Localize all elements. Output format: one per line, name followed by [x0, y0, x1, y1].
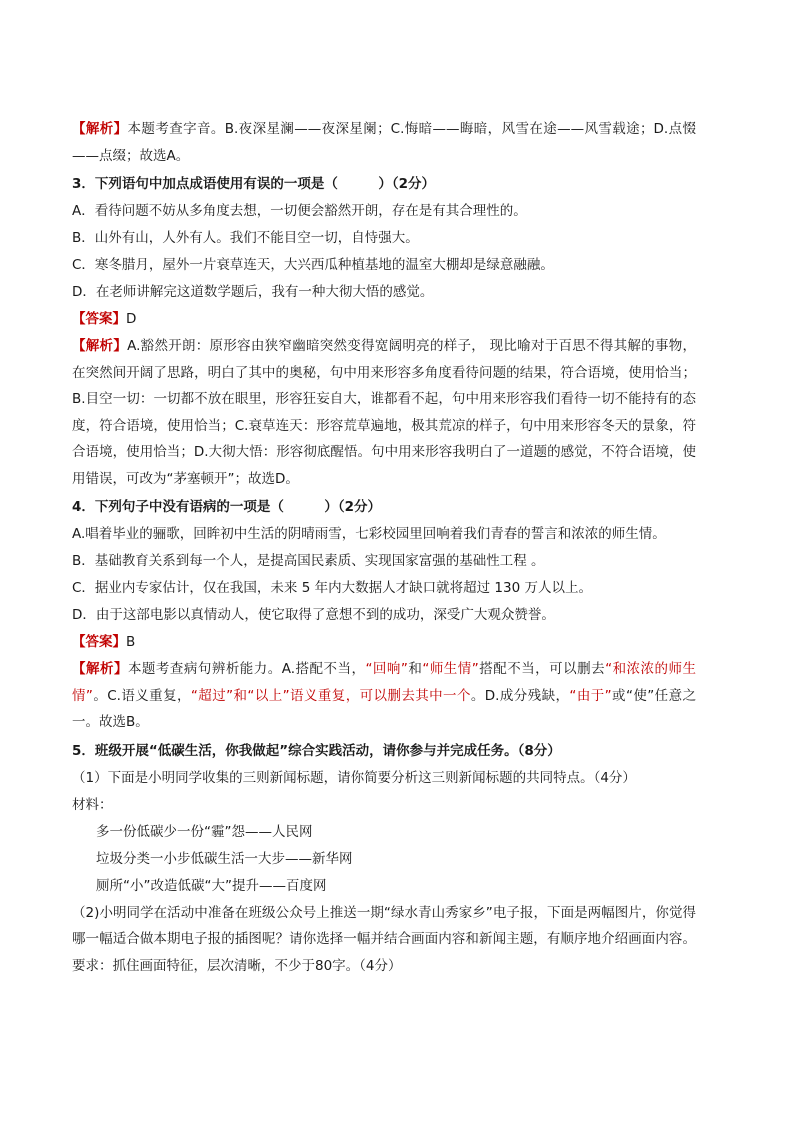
q4-analysis-part-4: 。C.语义重复， [92, 687, 191, 704]
q5-headline-1: 多一份低碳少一份“霾”怨——人民网 [96, 823, 313, 840]
answer-tag: 【答案】 [72, 311, 126, 327]
q4-analysis-part-1: 本题考查病句辨析能力。A.搭配不当， [127, 661, 366, 677]
q3-analysis-text: A.豁然开朗：原形容由狭窄幽暗突然变得宽阔明亮的样子， 现比喻对于百思不得其解的事物，在突然间开阔了思路，明白了其中的奥秘，句中用来形容多角度看待问题的结果，符合语境，使用恰当；B.目空一切：一切都不放在眼里，形容狂妄自大，谁都看不起，句中用来形容我们看待一切不能持有的态度，符合语境，使用恰当；C.衰草连天：形容荒草遍地，极其荒凉的样子，句中用来形容冬天的景象，符合语境，使用恰当；D.大彻大悟：形容彻底醒悟。句中用来形容我明白了一道题的感觉，不符合语境，使用错误，可改为“茅塞顿开”；故选D。 [72, 338, 696, 487]
q5-sub1: （1）下面是小明同学收集的三则新闻标题，请你简要分析这三则新闻标题的共同特点。（4分） [72, 769, 636, 786]
q5-material-label: 材料： [72, 796, 113, 813]
q4-analysis-highlight-3: “和浓浓的师生情” [72, 661, 696, 704]
q4-analysis-part-2: 和 [407, 661, 423, 677]
q3-analysis [72, 333, 696, 492]
q4-analysis-part-3: 搭配不当，可以删去 [478, 661, 606, 677]
q4-analysis-part-6: 或“使”任意之一。故选B。 [72, 687, 696, 730]
q3-option-c: C．寒冬腊月，屋外一片衰草连天，大兴西瓜种植基地的温室大棚却是绿意融融。 [72, 257, 554, 273]
q4-stem: 4．下列句子中没有语病的一项是（ ）（2分） [72, 499, 382, 515]
analysis-tag: 【解析】 [72, 338, 128, 354]
q5-headline-3: 厕所“小”改造低碳“大”提升——百度网 [96, 877, 327, 894]
q4-option-d: D．由于这部电影以真情动人，使它取得了意想不到的成功，深受广大观众赞誉。 [72, 607, 555, 623]
q5-stem: 5．班级开展“低碳生活，你我做起”综合实践活动，请你参与并完成任务。（8分） [72, 742, 561, 759]
q4-analysis-highlight-2: “师生情” [422, 661, 479, 677]
analysis-tag: 【解析】 [72, 121, 128, 137]
q3-option-d: D．在老师讲解完这道数学题后，我有一种大彻大悟的感觉。 [72, 284, 434, 300]
q4-option-a: A.唱着毕业的骊歌，回眸初中生活的阴晴雨雪，七彩校园里回响着我们青春的誓言和浓浓的师生情。 [72, 526, 666, 542]
answer-tag: 【答案】 [72, 634, 126, 650]
document-page [72, 116, 696, 979]
q4-analysis-highlight-4: “超过”和“以上”语义重复，可以删去其中一个 [190, 687, 471, 704]
q4-answer [72, 629, 696, 656]
q2-analysis [72, 116, 696, 169]
q5-headline-2: 垃圾分类一小步低碳生活一大步——新华网 [96, 850, 353, 867]
q3-answer [72, 306, 696, 333]
q3-stem: 3．下列语句中加点成语使用有误的一项是（ ）（2分） [72, 176, 436, 192]
q3-option-a: A．看待问题不妨从多角度去想，一切便会豁然开朗，存在是有其合理性的。 [72, 203, 527, 219]
q2-analysis-text: 本题考查字音。B.夜深星澜——夜深星阑；C.悔暗——晦暗，风雪在途——风雪载途；D.点惙——点缀；故选A。 [72, 121, 696, 164]
q4-option-c: C．据业内专家估计，仅在我国，未来 5 年内大数据人才缺口就将超过 130 万人以上。 [72, 580, 592, 596]
q4-option-b: B．基础教育关系到每一个人，是提高国民素质、实现国家富强的基础性工程 。 [72, 553, 545, 569]
q4-analysis-part-5: 。D.成分残缺， [470, 687, 570, 704]
q4-analysis-highlight-5: “由于” [569, 687, 612, 704]
q3-answer-value: D [126, 311, 137, 327]
analysis-tag: 【解析】 [72, 661, 128, 677]
q5-sub2: （2)小明同学在活动中准备在班级公众号上推送一期“绿水青山秀家乡”电子报，下面是两幅图片，你觉得哪一幅适合做本期电子报的插图呢？请你选择一幅并结合画面内容和新闻主题，有顺序地介绍画面内容。要求：抓住画面特征，层次清晰，不少于80字。（4分） [72, 904, 696, 974]
q4-analysis-highlight-1: “回响” [365, 661, 408, 677]
q4-analysis [72, 656, 696, 736]
q4-answer-value: B [126, 634, 136, 650]
q3-option-b: B．山外有山，人外有人。我们不能目空一切，自恃强大。 [72, 230, 419, 246]
